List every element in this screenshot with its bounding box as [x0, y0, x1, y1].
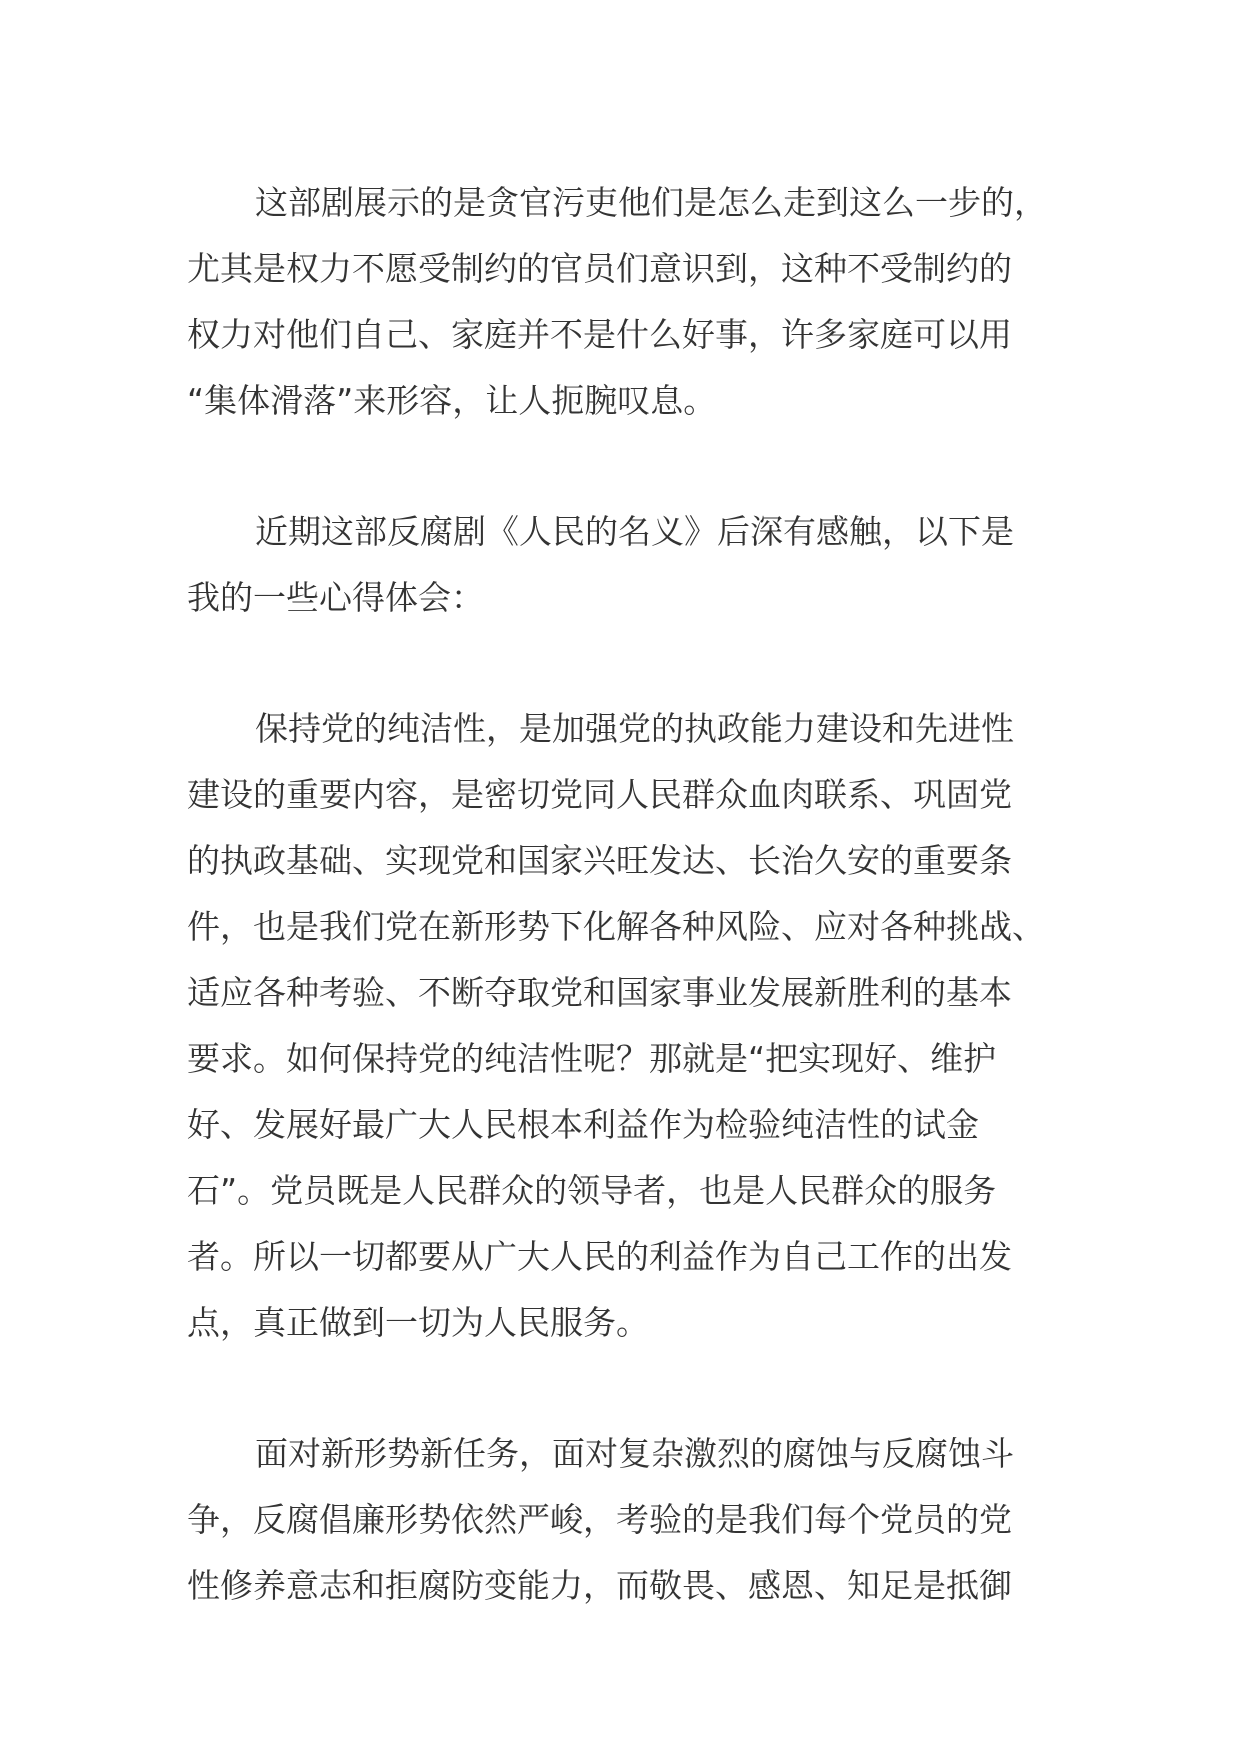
text-line: 尤其是权力不愿受制约的官员们意识到，这种不受制约的: [187, 249, 1012, 288]
text-line: 近期这部反腐剧《人民的名义》后深有感触，以下是: [255, 512, 1014, 551]
text-line: 者。所以一切都要从广大人民的利益作为自己工作的出发: [187, 1237, 1012, 1276]
text-line: 我的一些心得体会：: [187, 578, 484, 617]
paragraph-4: [187, 1421, 1047, 1619]
text-line: 面对新形势新任务，面对复杂激烈的腐蚀与反腐蚀斗: [255, 1434, 1014, 1473]
text-line: 件，也是我们党在新形势下化解各种风险、应对各种挑战、: [187, 907, 1045, 946]
text-line: 点，真正做到一切为人民服务。: [187, 1303, 649, 1342]
text-line: 建设的重要内容，是密切党同人民群众血肉联系、巩固党: [187, 775, 1012, 814]
text-line: 石”。党员既是人民群众的领导者，也是人民群众的服务: [187, 1171, 997, 1210]
text-line: 的执政基础、实现党和国家兴旺发达、长治久安的重要条: [187, 841, 1012, 880]
paragraph-1: [187, 170, 1047, 434]
document-body: [187, 170, 1047, 1684]
paragraph-3: [187, 696, 1047, 1356]
text-line: 这部剧展示的是贪官污吏他们是怎么走到这么一步的，: [255, 183, 1047, 222]
text-line: 好、发展好最广大人民根本利益作为检验纯洁性的试金: [187, 1105, 979, 1144]
text-line: 争，反腐倡廉形势依然严峻，考验的是我们每个党员的党: [187, 1500, 1012, 1539]
text-line: 保持党的纯洁性，是加强党的执政能力建设和先进性: [255, 709, 1014, 748]
text-line: 适应各种考验、不断夺取党和国家事业发展新胜利的基本: [187, 973, 1012, 1012]
text-line: “集体滑落”来形容，让人扼腕叹息。: [187, 381, 717, 420]
text-line: 权力对他们自己、家庭并不是什么好事，许多家庭可以用: [187, 315, 1012, 354]
paragraph-2: [187, 499, 1047, 631]
text-line: 要求。如何保持党的纯洁性呢？那就是“把实现好、维护: [187, 1039, 997, 1078]
text-line: 性修养意志和拒腐防变能力，而敬畏、感恩、知足是抵御: [187, 1566, 1012, 1605]
